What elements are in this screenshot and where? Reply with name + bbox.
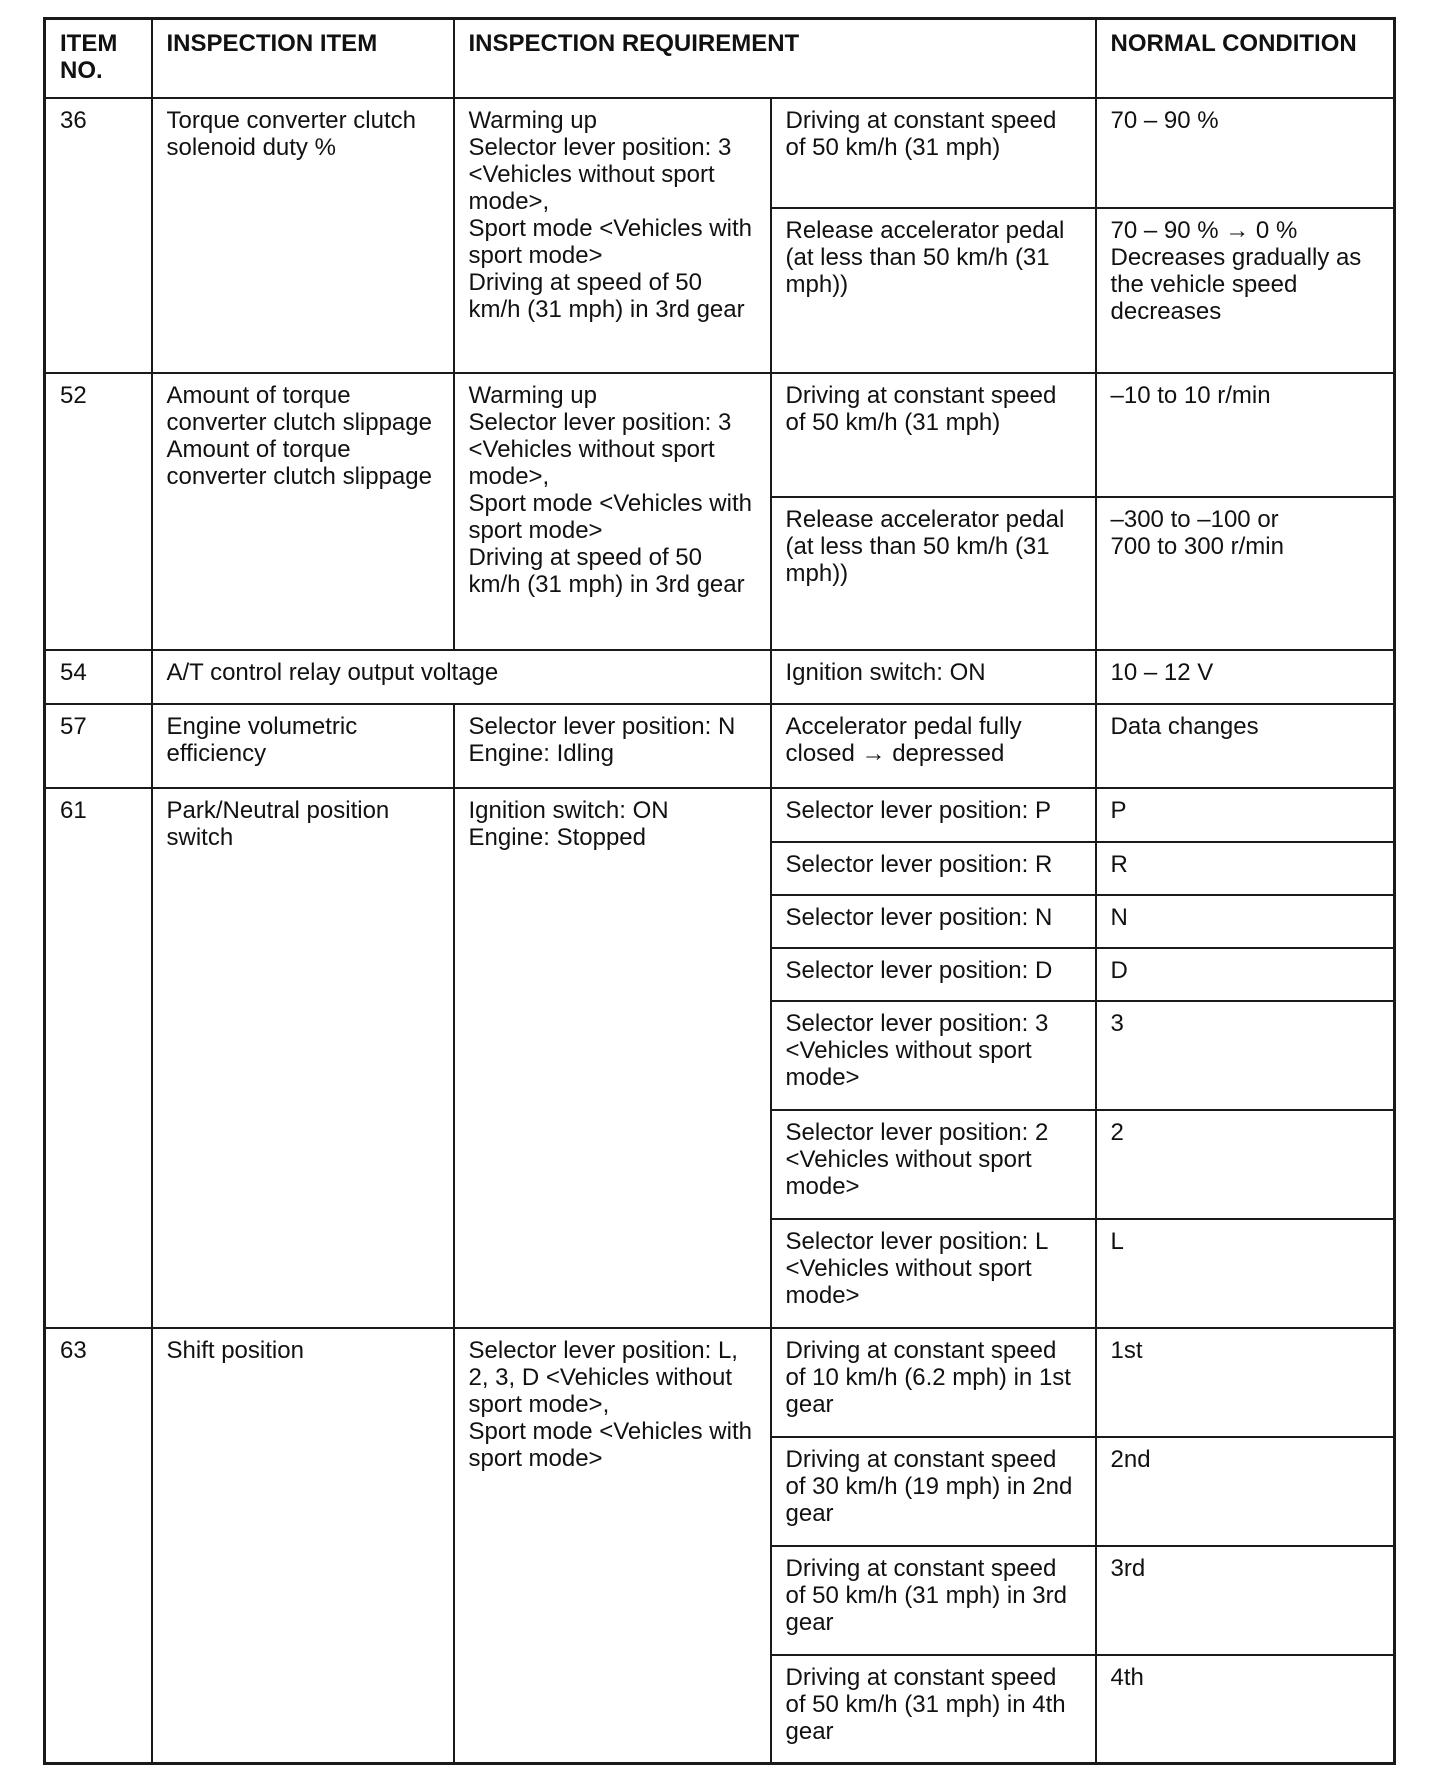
item-no: 52 [45,373,152,650]
condition: Selector lever position: L <Vehicles without sport mode> [771,1219,1096,1328]
inspection-requirement: Selector lever position: N Engine: Idling [454,704,771,788]
inspection-item: Engine volumetric efficiency [152,704,454,788]
condition: Driving at constant speed of 30 km/h (19 mph) in 2nd gear [771,1437,1096,1546]
normal-condition: L [1096,1219,1395,1328]
table-row [45,650,1395,704]
table-row [45,98,1395,208]
condition: Driving at constant speed of 50 km/h (31 mph) in 4th gear [771,1655,1096,1764]
normal-condition: P [1096,788,1395,842]
condition: Driving at constant speed of 50 km/h (31 mph) in 3rd gear [771,1546,1096,1655]
inspection-requirement: Warming up Selector lever position: 3 <Vehicles without sport mode>, Sport mode <Vehicles with sport mode> Driving at speed of 50 km/h (31 mph) in 3rd gear [454,373,771,650]
header-inspection-requirement: INSPECTION REQUIREMENT [454,19,1096,98]
condition: Accelerator pedal fully closed → depressed [771,704,1096,788]
item-no: 63 [45,1328,152,1764]
inspection-requirement: Warming up Selector lever position: 3 <Vehicles without sport mode>, Sport mode <Vehicles with sport mode> Driving at speed of 50 km/h (31 mph) in 3rd gear [454,98,771,373]
item-no: 54 [45,650,152,704]
condition: Driving at constant speed of 50 km/h (31 mph) [771,373,1096,497]
header-normal-condition: NORMAL CONDITION [1096,19,1395,98]
normal-condition: 3rd [1096,1546,1395,1655]
normal-condition: –10 to 10 r/min [1096,373,1395,497]
inspection-requirement: Ignition switch: ON Engine: Stopped [454,788,771,1328]
condition: Release accelerator pedal (at less than 50 km/h (31 mph)) [771,208,1096,373]
item-no: 36 [45,98,152,373]
inspection-item: Park/Neutral position switch [152,788,454,1328]
normal-condition: R [1096,842,1395,895]
inspection-requirement: Selector lever position: L, 2, 3, D <Vehicles without sport mode>, Sport mode <Vehicles with sport mode> [454,1328,771,1764]
normal-condition: 3 [1096,1001,1395,1110]
condition: Selector lever position: 3 <Vehicles without sport mode> [771,1001,1096,1110]
condition: Selector lever position: D [771,948,1096,1001]
normal-condition: D [1096,948,1395,1001]
condition: Ignition switch: ON [771,650,1096,704]
condition: Driving at constant speed of 10 km/h (6.2 mph) in 1st gear [771,1328,1096,1437]
inspection-item: A/T control relay output voltage [152,650,771,704]
table-row [45,1328,1395,1437]
condition: Selector lever position: R [771,842,1096,895]
normal-condition: 2nd [1096,1437,1395,1546]
normal-condition: 70 – 90 % → 0 % Decreases gradually as the vehicle speed decreases [1096,208,1395,373]
normal-condition: 10 – 12 V [1096,650,1395,704]
normal-condition: 1st [1096,1328,1395,1437]
table-row [45,373,1395,497]
inspection-item: Torque converter clutch solenoid duty % [152,98,454,373]
inspection-item: Amount of torque converter clutch slippage Amount of torque converter clutch slippage [152,373,454,650]
normal-condition: 2 [1096,1110,1395,1219]
normal-condition: 70 – 90 % [1096,98,1395,208]
normal-condition: N [1096,895,1395,948]
condition: Selector lever position: P [771,788,1096,842]
item-no: 57 [45,704,152,788]
condition: Release accelerator pedal (at less than 50 km/h (31 mph)) [771,497,1096,650]
header-inspection-item: INSPECTION ITEM [152,19,454,98]
inspection-table [43,17,1396,1765]
normal-condition: 4th [1096,1655,1395,1764]
item-no: 61 [45,788,152,1328]
condition: Selector lever position: 2 <Vehicles without sport mode> [771,1110,1096,1219]
condition: Selector lever position: N [771,895,1096,948]
normal-condition: –300 to –100 or 700 to 300 r/min [1096,497,1395,650]
table-row [45,788,1395,842]
header-row [45,19,1395,98]
table-row [45,704,1395,788]
normal-condition: Data changes [1096,704,1395,788]
inspection-item: Shift position [152,1328,454,1764]
condition: Driving at constant speed of 50 km/h (31 mph) [771,98,1096,208]
header-item-no: ITEM NO. [45,19,152,98]
